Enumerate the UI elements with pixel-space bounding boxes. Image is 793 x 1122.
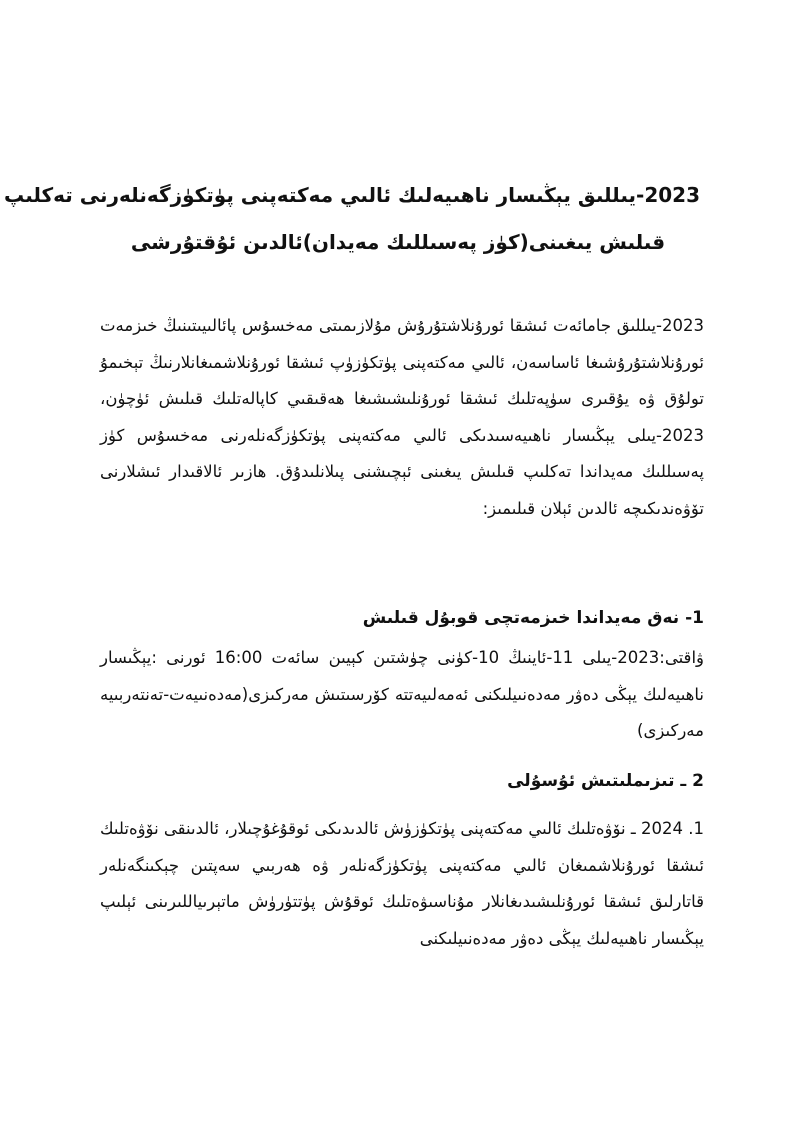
document-title-line-2: قىلىش يىغىنى(كۈز پەسىللىك مەيدان)ئالدىن ئۇقتۇرشى xyxy=(130,230,666,254)
section-1-heading: 1- نەق مەيداندا خىزمەتچى قوبۇل قىلىش xyxy=(362,608,704,628)
section-2-paragraph: 1. 2024 ـ نۆۋەتلىك ئالىي مەكتەپنى پۈتكۈزۈش ئالدىدىكى ئوقۇغۇچىلار، ئالدىنقى نۆۋەتلىك ئىشقا ئورۇنلاشمىغان ئالىي مەكتەپنى پۈتكۈزگەنلەر ۋە ھەربىي سەپتىن چېكىنگەنلەر قاتارلىق ئىشقا ئورۇنلىشىدىغانلار مۇناسىۋەتلىك ئوقۇش پۈتتۈرۈش ماتېرىياللىرىنى ئېلىپ يېڭىسار ناھىيەلىك يېڭى دەۋر مەدەنىيلىكنى xyxy=(100,819,705,948)
section-1-paragraph: ۋاقتى:2023-يىلى 11-ئاينىڭ 10-كۈنى چۈشتىن كېيىن سائەت 16:00 ئورنى :يېڭىسار ناھىيەلىك يېڭى دەۋر مەدەنىيلىكنى ئەمەلىيەتتە كۆرسىتىش مەركىزى(مەدەنىيەت-تەنتەربىيە مەركىزى) xyxy=(100,648,704,741)
section-2-heading: 2 ـ تىزىملىتىش ئۇسۇلى xyxy=(507,771,704,791)
intro-paragraph: 2023-يىللىق جامائەت ئىشقا ئورۇنلاشتۇرۇش مۇلازىمىتى مەخسۇس پائالىيىتىنىڭ خىزمەت ئورۇنلاشتۇرۇشىغا ئاساسەن، ئالىي مەكتەپنى پۈتكۈزۈپ ئىشقا ئورۇنلاشمىغانلارنىڭ تېخىمۇ تولۇق ۋە يۇقىرى سۈپەتلىك ئىشقا ئورۇنلىشىشىغا ھەقىقىي كاپالەتلىك قىلىش ئۈچۈن، 2023-يىلى يېڭىسار ناھىيەسىدىكى ئالىي مەكتەپنى پۈتكۈزگەنلەرنى مەخسۇس كۈز پەسىللىك مەيداندا تەكلىپ قىلىش يىغىنى ئېچىشنى پىلانلىدۇق. ھازىر ئالاقىدار ئىشلارنى تۆۋەندىكىچە ئالدىن ئېلان قىلىمىز: xyxy=(100,316,704,518)
document-title-line-1: 2023-يىللىق يېڭىسار ناھىيەلىك ئالىي مەكتەپنى پۈتكۈزگەنلەرنى تەكلىپ xyxy=(4,183,700,207)
